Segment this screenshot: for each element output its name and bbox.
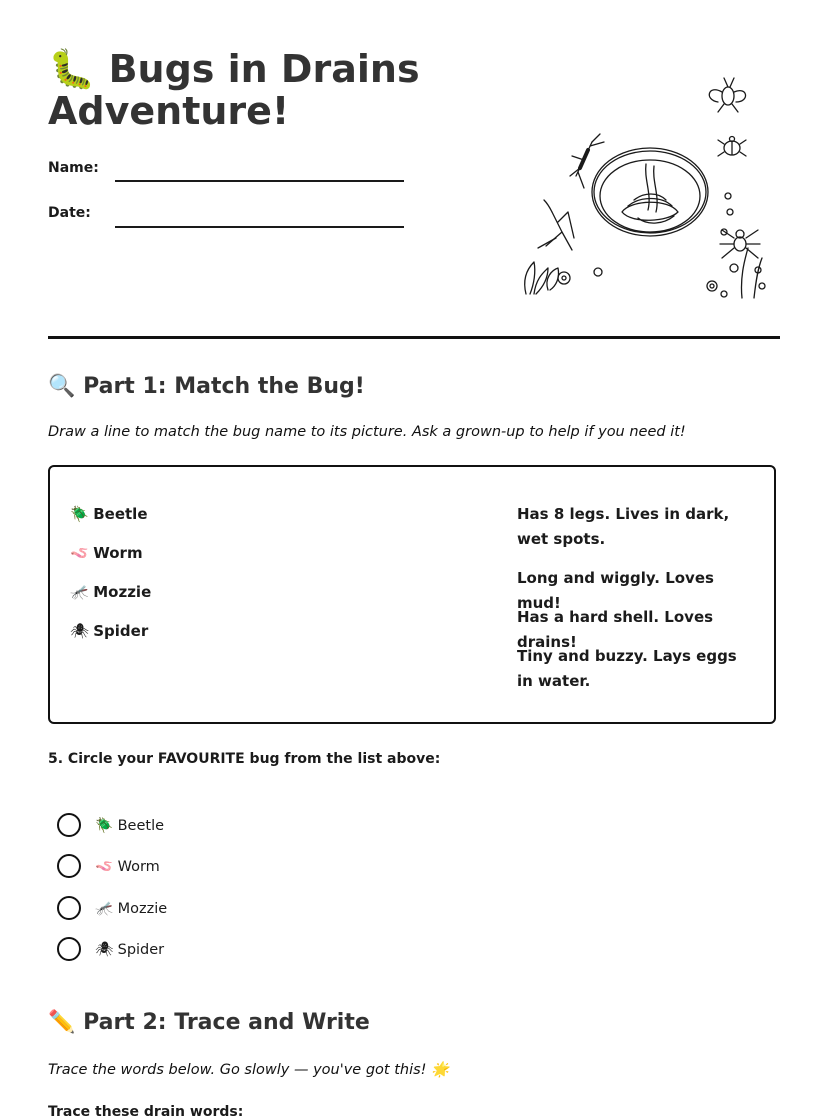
radio-option-spider[interactable]: 🕷 Spider: [57, 937, 164, 961]
name-label: Name:: [48, 160, 99, 176]
radio-circle[interactable]: [57, 813, 81, 837]
part1-instruction: Draw a line to match the bug name to its picture. Ask a grown-up to help if you need it!: [48, 424, 686, 440]
title-line-1: Bugs in Drains: [108, 47, 420, 91]
magnifier-icon: 🔍: [48, 374, 76, 399]
radio-circle[interactable]: [57, 937, 81, 961]
part2-heading: ✏️ Part 2: Trace and Write: [48, 1010, 370, 1035]
match-box: [48, 465, 776, 724]
match-item-mozzie[interactable]: 🦟 Mozzie: [70, 583, 152, 601]
worm-icon: 🪱: [95, 858, 114, 875]
spider-icon: 🕷: [95, 941, 114, 958]
mosquito-icon: 🦟: [70, 583, 89, 601]
trace-words-subheading: Trace these drain words:: [48, 1104, 244, 1120]
match-description[interactable]: Has 8 legs. Lives in dark, wet spots.: [517, 505, 730, 548]
pencil-icon: ✏️: [48, 1010, 76, 1035]
worm-icon: 🪱: [70, 544, 89, 562]
date-field[interactable]: [115, 226, 404, 228]
divider: [48, 336, 780, 339]
date-label: Date:: [48, 205, 91, 221]
ladybird-icon: [718, 137, 746, 157]
match-description[interactable]: Long and wiggly. Loves mud!: [517, 569, 714, 612]
flying-bug-icon: [709, 78, 745, 112]
radio-circle[interactable]: [57, 896, 81, 920]
radio-option-worm[interactable]: 🪱 Worm: [57, 854, 160, 878]
mosquito-icon: 🦟: [95, 900, 114, 917]
match-item-worm[interactable]: 🪱 Worm: [70, 544, 143, 562]
drain-icon: [592, 148, 708, 236]
drain-bugs-illustration: [518, 72, 770, 308]
match-item-beetle[interactable]: 🪲 Beetle: [70, 505, 148, 523]
match-description[interactable]: Has a hard shell. Loves drains!: [517, 608, 714, 651]
stick-insect-icon: [570, 134, 604, 188]
name-field[interactable]: [115, 180, 404, 182]
radio-option-beetle[interactable]: 🪲 Beetle: [57, 813, 164, 837]
part2-instruction: Trace the words below. Go slowly — you've got this! 🌟: [48, 1062, 450, 1078]
spider-icon: 🕷: [70, 622, 90, 640]
beetle-icon: 🪲: [70, 505, 89, 523]
match-description[interactable]: Tiny and buzzy. Lays eggs in water.: [517, 647, 737, 690]
favourite-bug-question: 5. Circle your FAVOURITE bug from the list above:: [48, 751, 441, 767]
radio-option-mozzie[interactable]: 🦟 Mozzie: [57, 896, 167, 920]
grasshopper-icon: [538, 200, 574, 250]
match-item-spider[interactable]: 🕷 Spider: [70, 622, 149, 640]
caterpillar-icon: 🐛: [48, 47, 96, 91]
flower-icon: [707, 193, 765, 298]
beetle-icon: 🪲: [95, 817, 114, 834]
radio-circle[interactable]: [57, 854, 81, 878]
part1-heading: 🔍 Part 1: Match the Bug!: [48, 374, 365, 399]
page-title: [48, 48, 468, 132]
plant-icon: [525, 262, 602, 294]
title-line-2: Adventure!: [48, 89, 290, 133]
